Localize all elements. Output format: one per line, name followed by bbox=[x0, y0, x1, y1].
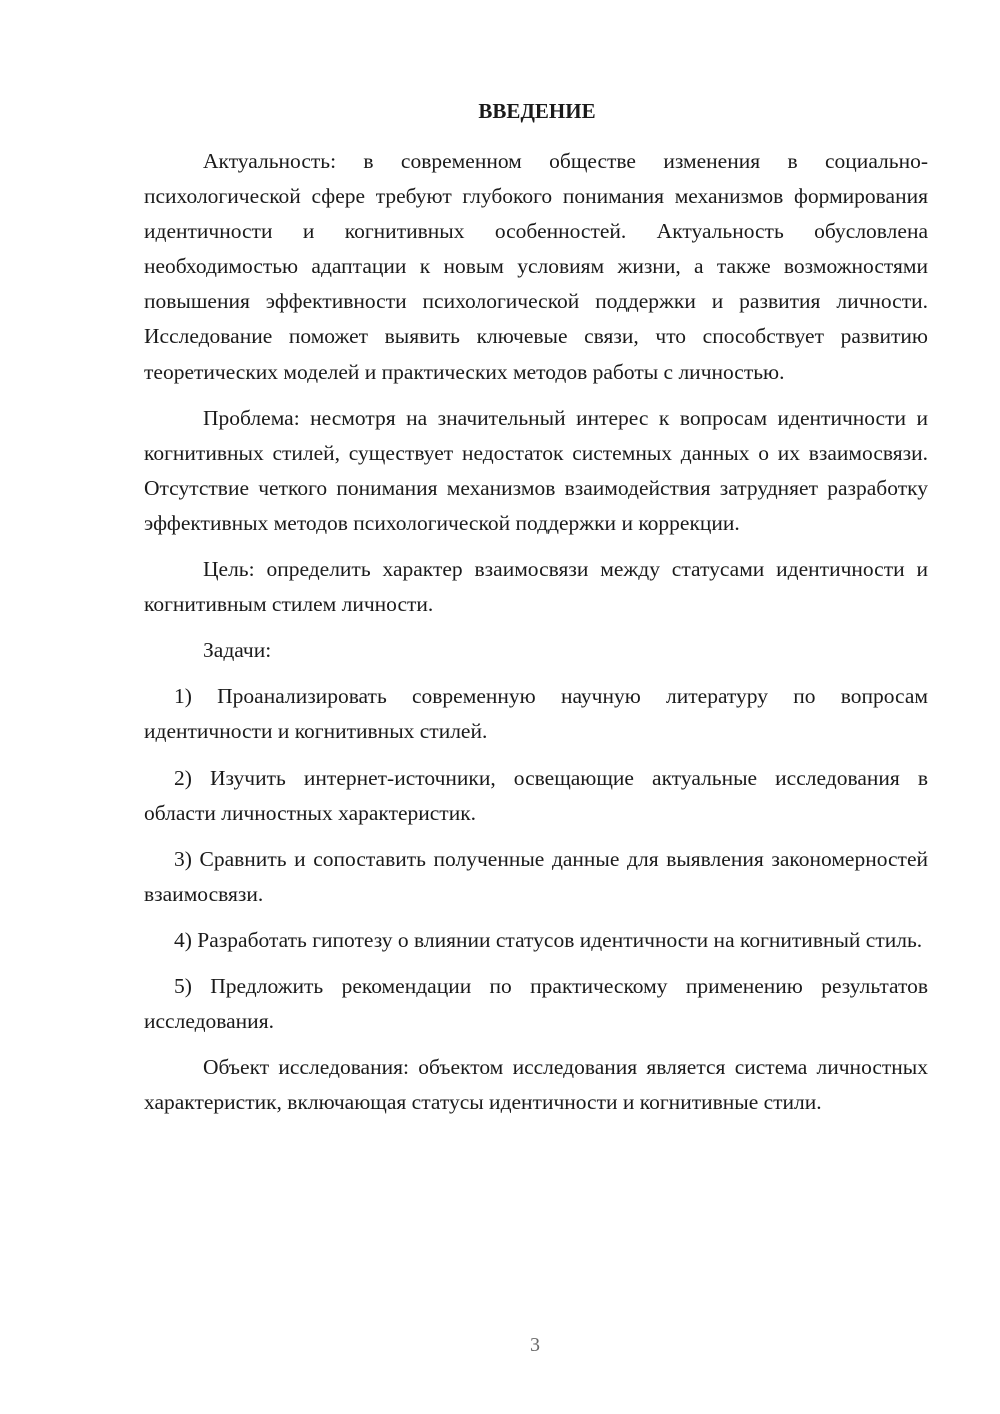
relevance-paragraph: Актуальность: в современном обществе изменения в социально-психологической сфере требуют глубокого понимания механизмов формирования идентичности и когнитивных особенностей. Актуальность обусловлена необходимостью адаптации к новым условиям жизни, а также возможностями повышения эффективности психологической поддержки и развития личности. Исследование поможет выявить ключевые связи, что способствует развитию теоретических моделей и практических методов работы с личностью. bbox=[144, 149, 928, 384]
task-item: 1) Проанализировать современную научную литературу по вопросам идентичности и когнитивных стилей. bbox=[144, 684, 928, 744]
tasks-heading: Задачи: bbox=[203, 638, 272, 663]
task-item: 5) Предложить рекомендации по практическому применению результатов исследования. bbox=[144, 973, 928, 1034]
object-paragraph: Объект исследования: объектом исследования является система личностных характеристик, включающая статусы идентичности и когнитивные стили. bbox=[144, 1055, 928, 1115]
goal-paragraph: Цель: определить характер взаимосвязи между статусами идентичности и когнитивным стилем личности. bbox=[144, 557, 928, 617]
task-item: 3) Сравнить и сопоставить полученные данные для выявления закономерностей взаимосвязи. bbox=[144, 846, 928, 906]
problem-paragraph: Проблема: несмотря на значительный интерес к вопросам идентичности и когнитивных стилей, существует недостаток системных данных о их взаимосвязи. Отсутствие четкого понимания механизмов взаимодействия затрудняет разработку эффективных методов психологической поддержки и коррекции. bbox=[144, 405, 928, 535]
page-number: 3 bbox=[530, 1334, 540, 1356]
task-item: 4) Разработать гипотезу о влиянии статусов идентичности на когнитивный стиль. bbox=[174, 927, 923, 952]
page-content bbox=[144, 94, 928, 1131]
section-title: ВВЕДЕНИЕ bbox=[478, 99, 596, 123]
task-item: 2) Изучить интернет-источники, освещающие актуальные исследования в области личностных характеристик. bbox=[144, 765, 928, 825]
